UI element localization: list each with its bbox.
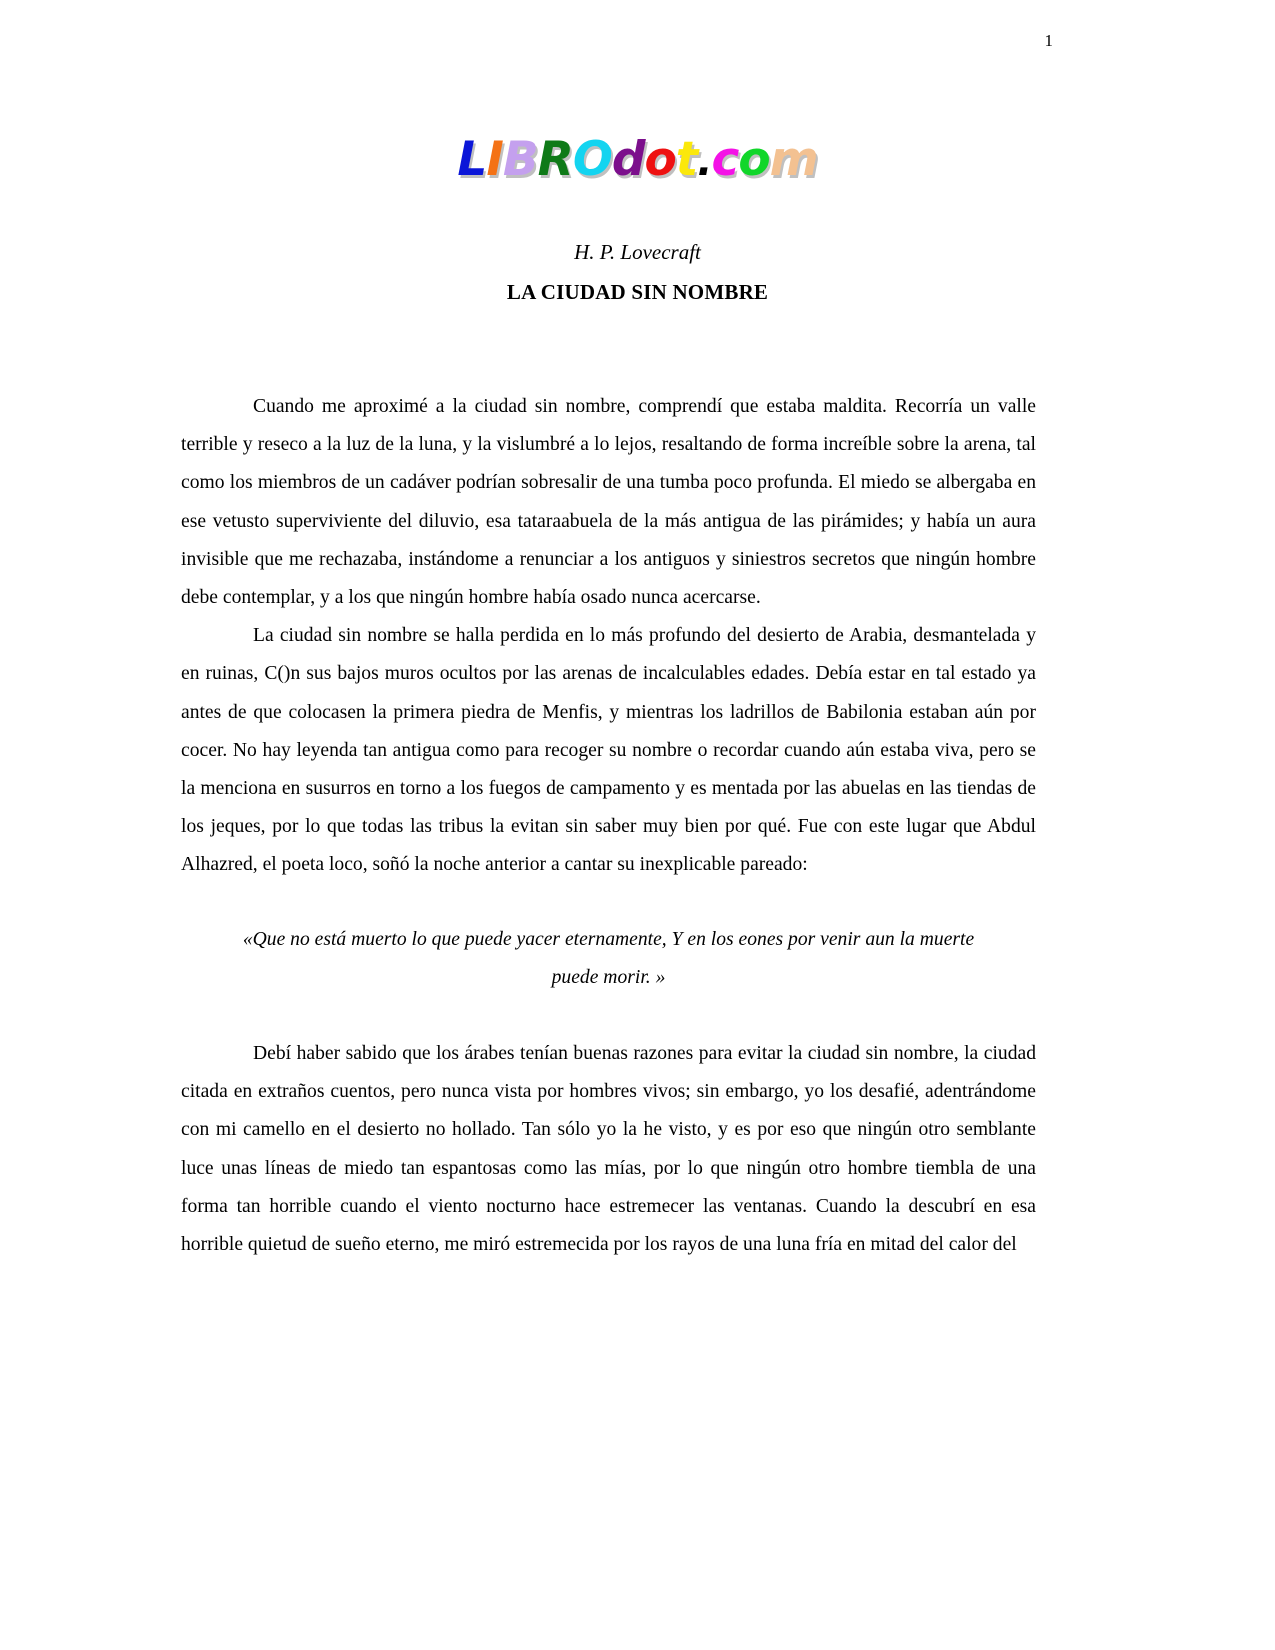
logo-letter-6: o — [644, 132, 676, 187]
librodot-logo — [0, 132, 1275, 206]
verse-line: puede morir. » — [551, 966, 666, 988]
logo-letter-7: t — [675, 132, 698, 187]
logo-letter-0: L — [457, 132, 487, 187]
page-title: LA CIUDAD SIN NOMBRE — [506, 280, 769, 304]
logo-letter-8: . — [697, 139, 712, 185]
verse-line: «Que no está muerto lo que puede yacer eternamente, Y en los eones por venir aun la muerte — [242, 928, 975, 950]
logo-letter-11: m — [769, 132, 818, 187]
librodot-logo-text — [457, 132, 818, 187]
paragraph: Debí haber sabido que los árabes tenían buenas razones para evitar la ciudad sin nombre, la ciudad citada en extraños cuentos, pero nunca vista por hombres vivos; sin embargo, yo los desafié, adentrándome con mi camello en el desierto no hollado. Tan sólo yo la he visto, y es por eso que ningún otro semblante luce unas líneas de miedo tan espantosas como las mías, por lo que ningún otro hombre tiembla de una forma tan horrible cuando el viento nocturno hace estremecer las ventanas. Cuando la descubrí en esa horrible quietud de sueño eterno, me miró estremecida por los rayos de una luna fría en mitad del calor del — [181, 1043, 1036, 1256]
verse-quote — [181, 885, 1036, 997]
paragraph: Cuando me aproximé a la ciudad sin nombre, comprendí que estaba maldita. Recorría un valle terrible y reseco a la luz de la luna, y la vislumbré a lo lejos, resaltando de forma increíble sobre la arena, tal como los miembros de un cadáver podrían sobresalir de una tumba poco profunda. El miedo se albergaba en ese vetusto superviviente del diluvio, esa tataraabuela de la más antigua de las pirámides; y había un aura invisible que me rechazaba, instándome a renunciar a los antiguos y siniestros secretos que ningún hombre debe contemplar, y a los que ningún hombre había osado nunca acercarse. — [181, 396, 1036, 609]
logo-letter-2: B — [502, 132, 538, 187]
spacer — [181, 997, 1036, 1035]
logo-letter-3: R — [537, 132, 573, 187]
logo-letter-5: d — [611, 132, 645, 187]
logo-letter-10: o — [738, 132, 770, 187]
author-byline: H. P. Lovecraft — [574, 240, 701, 264]
page-number: 1 — [1044, 31, 1053, 50]
logo-letter-9: c — [711, 132, 739, 187]
body-text-column — [181, 388, 1036, 1264]
paragraph: La ciudad sin nombre se halla perdida en lo más profundo del desierto de Arabia, desmantelada y en ruinas, C()n sus bajos muros ocultos por las arenas de incalculables edades. Debía estar en tal estado ya antes de que colocasen la primera piedra de Menfis, y mientras los ladrillos de Babilonia estaban aún por cocer. No hay leyenda tan antigua como para recoger su nombre o recordar cuando aún estaba viva, pero se la menciona en susurros en torno a los fuegos de campamento y es mentada por las abuelas en las tiendas de los jeques, por lo que todas las tribus la evitan sin saber muy bien por qué. Fue con este lugar que Abdul Alhazred, el poeta loco, soñó la noche anterior a cantar su inexplicable pareado: — [181, 625, 1036, 876]
logo-letter-4: O — [572, 132, 612, 187]
logo-letter-1: I — [486, 132, 503, 187]
